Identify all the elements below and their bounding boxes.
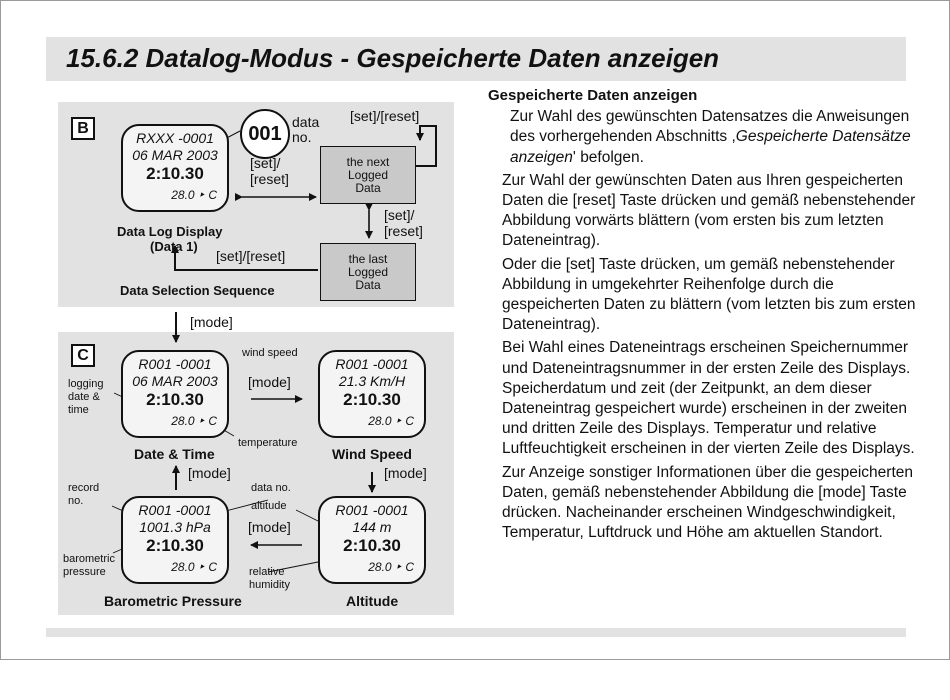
page-title: 15.6.2 Datalog-Modus - Gespeicherte Daten anzeigen — [66, 43, 720, 73]
altitude-small-label: altitude — [251, 500, 287, 512]
barometric-label-2: pressure — [63, 566, 106, 578]
instructions-text — [488, 86, 918, 546]
lcd-data-log — [121, 124, 229, 212]
set-reset-mid-label-2: [reset] — [250, 171, 289, 187]
bottom-bar — [46, 628, 906, 637]
barometric-label-1: barometric — [63, 553, 115, 565]
box-last-logged-data: the last Logged Data — [320, 243, 416, 301]
logging-label-2: date & — [68, 391, 100, 403]
paragraph-2: Zur Wahl der gewünschten Daten aus Ihren gespeicherten Daten die [reset] Taste drücken und gemäß nebenstehender Abbildung vorwärts blättern (vom ersten bis zum letzten Dateneintrag). — [502, 171, 916, 250]
paragraph-5: Zur Anzeige sonstiger Informationen über die gespeicherten Daten, gemäß nebenstehender Abbildung die [mode] Taste drücken. Nacheinander erscheinen Windgeschwindigkeit, Temperatur, Luftdruck und Höhe am aktuellen Standort. — [502, 463, 913, 542]
altitude-title: Altitude — [346, 593, 399, 609]
paragraph-1: Zur Wahl des gewünschten Datensatzes die Anweisungen des vorhergehenden Abschnitts ,Gespeicherte Datensätze anzeigen' befolgen. — [510, 108, 911, 166]
lcd-line-3: 2:10.30 — [146, 164, 204, 183]
data-selection-sequence-label: Data Selection Sequence — [120, 283, 275, 298]
panel-letter-b: B — [71, 117, 95, 140]
mode-right-label: [mode] — [384, 465, 427, 481]
logging-label-3: time — [68, 404, 89, 416]
box-next-logged-data: the next Logged Data — [320, 146, 416, 204]
data-no-label-2: no. — [292, 129, 312, 145]
record-number-circle: 001 — [240, 109, 290, 159]
record-label-1: record — [68, 482, 100, 494]
paragraph-4: Bei Wahl eines Dateneintrags erscheinen Speichernummer und Dateneintragsnummer in der ersten Zeile des Displays. Speicherdatum und zeit (der Zeitpunkt, an dem dieser Dateneintrag gespeichert wurde) erscheinen in der zweiten und dritten Zeile des Displays. Temperatur und relative Luftfeuchtigkeit erscheinen in der vierten Zeile des Displays. — [502, 339, 915, 458]
data-1-label: (Data 1) — [150, 239, 198, 254]
wind-speed-title: Wind Speed — [332, 446, 412, 462]
temperature-label: temperature — [238, 437, 298, 449]
set-reset-mid-label-1: [set]/ — [250, 155, 281, 171]
set-reset-bottom-label: [set]/[reset] — [216, 248, 286, 264]
lcd-line-1: RXXX -0001 — [136, 130, 214, 146]
set-reset-right-label-2: [reset] — [384, 223, 423, 239]
logging-label-1: logging — [68, 378, 104, 390]
mode-top-label: [mode] — [248, 374, 291, 390]
set-reset-top-label: [set]/[reset] — [350, 108, 420, 124]
lcd-wind-speed: R001 -0001 21.3 Km/H 2:10.30 28.0 ‣ C — [318, 350, 426, 438]
barometric-pressure-title: Barometric Pressure — [104, 593, 242, 609]
lcd-altitude: R001 -0001 144 m 2:10.30 28.0 ‣ C — [318, 496, 426, 584]
lcd-line-2: 06 MAR 2003 — [132, 147, 218, 163]
date-time-title: Date & Time — [134, 446, 215, 462]
data-no-label-1: data — [292, 114, 320, 130]
mode-between-label: [mode] — [190, 314, 233, 330]
section-heading: Gespeicherte Daten anzeigen — [488, 87, 698, 104]
lcd-line-4: 28.0 ‣ C — [171, 188, 217, 202]
panel-letter-c: C — [71, 344, 95, 367]
lcd-barometric-pressure: R001 -0001 1001.3 hPa 2:10.30 28.0 ‣ C — [121, 496, 229, 584]
mode-left-label: [mode] — [188, 465, 231, 481]
data-log-display-label: Data Log Display — [117, 224, 223, 239]
paragraph-3: Oder die [set] Taste drücken, um gemäß nebenstehender Abbildung in umgekehrter Reihenfolge durch die gespeicherten Daten zu blättern (vom letzten bis zum ersten Dateneintrag). — [502, 255, 916, 334]
relative-label-2: humidity — [249, 579, 290, 591]
set-reset-right-label-1: [set]/ — [384, 207, 415, 223]
mode-bottom-label: [mode] — [248, 519, 291, 535]
arrow-b-loop — [413, 126, 436, 166]
record-label-2: no. — [68, 495, 84, 507]
data-no-small-label: data no. — [251, 482, 291, 494]
relative-label-1: relative — [249, 566, 285, 578]
wind-speed-label: wind speed — [242, 347, 298, 359]
lcd-date-time: R001 -0001 06 MAR 2003 2:10.30 28.0 ‣ C — [121, 350, 229, 438]
